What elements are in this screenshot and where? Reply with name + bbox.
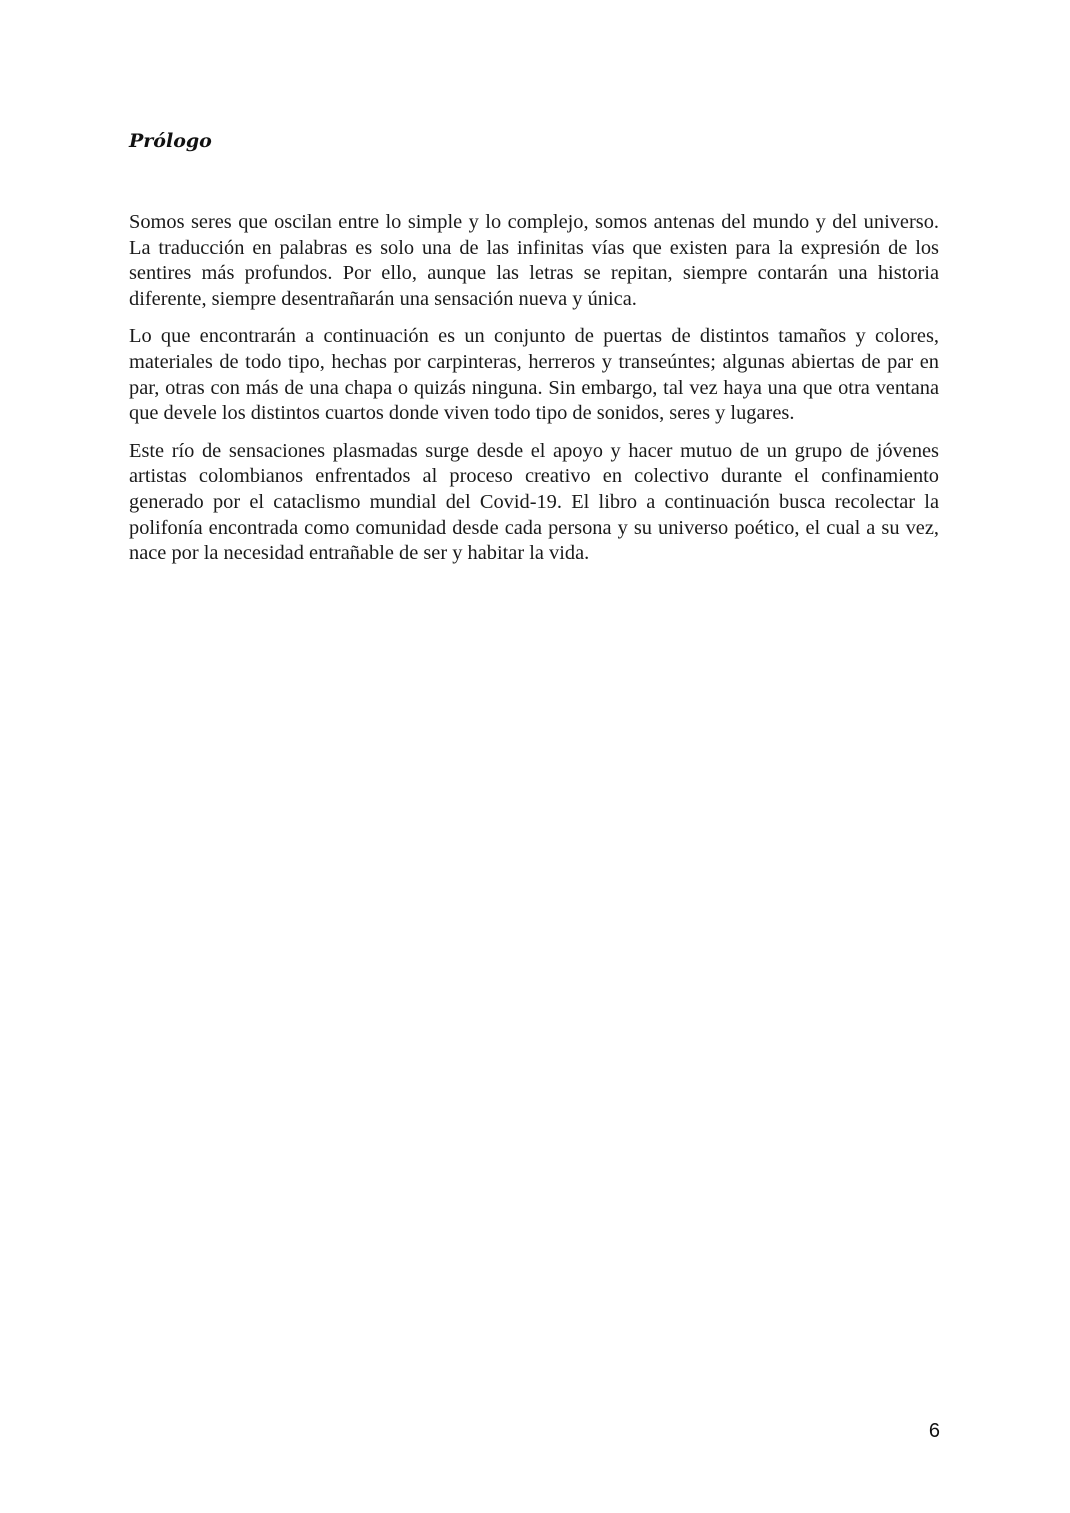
paragraph-1: Somos seres que oscilan entre lo simple y lo complejo, somos antenas del mundo y del universo. La traducción en palabras es solo una de las infinitas vías que existen para la expresión de los sentires más profundos. Por ello, aunque las letras se repitan, siempre contarán una historia diferente, siempre desentrañarán una sensación nueva y única.	[129, 211, 939, 310]
page-number: 6	[928, 1420, 940, 1442]
prologue-body	[129, 210, 939, 579]
paragraph-3: Este río de sensaciones plasmadas surge desde el apoyo y hacer mutuo de un grupo de jóvenes artistas colombianos enfrentados al proceso creativo en colectivo durante el confinamiento generado por el cataclismo mundial del Covid-19. El libro a continuación busca recolectar la polifonía encontrada como comunidad desde cada persona y su universo poético, el cual a su vez, nace por la necesidad entrañable de ser y habitar la vida.	[129, 439, 939, 565]
section-heading: Prólogo	[129, 130, 212, 152]
paragraph-2: Lo que encontrarán a continuación es un conjunto de puertas de distintos tamaños y colores, materiales de todo tipo, hechas por carpinteras, herreros y transeúntes; algunas abiertas de par en par, otras con más de una chapa o quizás ninguna. Sin embargo, tal vez haya una que otra ventana que devele los distintos cuartos donde viven todo tipo de sonidos, seres y lugares.	[129, 325, 939, 425]
